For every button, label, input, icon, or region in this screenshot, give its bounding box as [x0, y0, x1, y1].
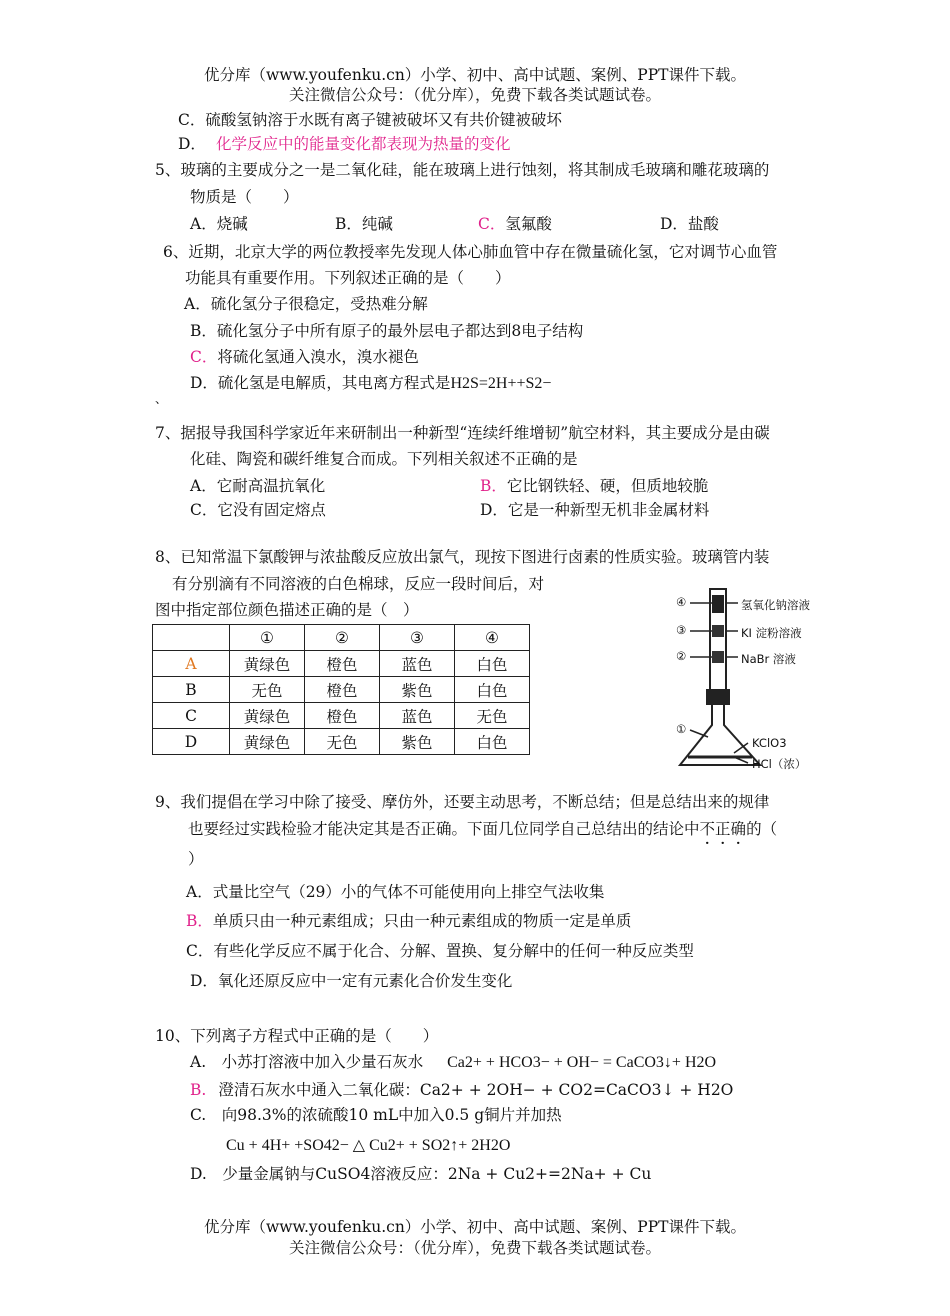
- table-cell: 橙色: [305, 703, 380, 729]
- table-header-cell: ①: [230, 625, 305, 651]
- cotton-ball-4: [712, 595, 724, 613]
- cotton-ball-2: [712, 651, 724, 663]
- q6-stem-line-1: 6、近期，北京大学的两位教授率先发现人体心肺血管中存在微量硫化氢，它对调节心血管: [163, 243, 778, 261]
- table-cell: 无色: [455, 703, 530, 729]
- q7-stem-line-1: 7、据报导我国科学家近年来研制出一种新型“连续纤维增韧”航空材料，其主要成分是由碳: [155, 424, 770, 442]
- q9-option-c: C．有些化学反应不属于化合、分解、置换、复分解中的任何一种反应类型: [186, 942, 694, 960]
- stray-mark: 、: [155, 392, 168, 406]
- q9-option-b: B．单质只由一种元素组成；只由一种元素组成的物质一定是单质: [186, 912, 632, 930]
- q7-option-b: B．它比钢铁轻、硬，但质地较脆: [480, 477, 709, 495]
- q5-option-c: C．氢氟酸: [478, 215, 552, 233]
- label-num-1: ①: [676, 722, 687, 736]
- footer-line-1: 优分库（www.youfenku.cn）小学、初中、高中试题、案例、PPT课件下载。: [203, 1218, 747, 1236]
- stopper: [706, 689, 730, 705]
- table-row: [153, 703, 530, 729]
- cotton-ball-3: [712, 625, 724, 637]
- q8-answer-table: [152, 624, 530, 755]
- q8-stem-line-3: 图中指定部位颜色描述正确的是（ ）: [155, 601, 419, 619]
- emphasis-char: 不: [699, 820, 716, 838]
- q5-option-d: D．盐酸: [660, 215, 719, 233]
- q9-stem-line-2: 也要经过实践检验才能决定其是否正确。下面几位同学自己总结出的结论中不正确的（: [188, 820, 778, 838]
- q10-option-c-equation: Cu + 4H+ +SO42− △ Cu2+ + SO2↑+ 2H2O: [226, 1137, 511, 1154]
- table-row-label: D: [153, 729, 230, 755]
- q5-stem-line-2: 物质是（ ）: [190, 188, 299, 206]
- q9-stem-line-1: 9、我们提倡在学习中除了接受、摩仿外，还要主动思考，不断总结；但是总结出来的规律: [155, 793, 770, 811]
- table-header-row: [153, 625, 530, 651]
- apparatus-figure: [630, 585, 870, 775]
- q10-option-d: D. 少量金属钠与CuSO4溶液反应：2Na + Cu2+=2Na+ + Cu: [190, 1165, 652, 1183]
- q9-option-a: A．式量比空气（29）小的气体不可能使用向上排空气法收集: [186, 883, 605, 901]
- table-cell: 白色: [455, 677, 530, 703]
- table-cell: 蓝色: [380, 651, 455, 677]
- emphasis-char: 正: [715, 820, 731, 838]
- label-kclo3: KClO3: [752, 736, 787, 750]
- label-num-2: ②: [676, 649, 687, 663]
- footer-line-2: 关注微信公众号：（优分库），免费下载各类试题试卷。: [288, 1239, 661, 1257]
- q10-option-c: C. 向98.3%的浓硫酸10 mL中加入0.5 g铜片并加热: [190, 1106, 562, 1124]
- q6-equation: H2S=2H++S2−: [450, 375, 552, 392]
- q6-option-d: D．硫化氢是电解质，其电离方程式是H2S=2H++S2−: [190, 374, 552, 392]
- table-cell: 黄绿色: [230, 703, 305, 729]
- q7-option-d: D．它是一种新型无机非金属材料: [480, 501, 710, 519]
- q6-option-c: C．将硫化氢通入溴水，溴水褪色: [190, 348, 419, 366]
- table-cell: 黄绿色: [230, 729, 305, 755]
- q7-stem-line-2: 化硅、陶瓷和碳纤维复合而成。下列相关叙述不正确的是: [190, 450, 578, 468]
- header-line-2: 关注微信公众号：（优分库），免费下载各类试题试卷。: [288, 86, 661, 104]
- table-header-cell: ③: [380, 625, 455, 651]
- q8-stem-line-2: 有分别滴有不同溶液的白色棉球，反应一段时间后，对: [172, 575, 545, 593]
- table-cell: 紫色: [380, 729, 455, 755]
- table-row-label: A: [153, 651, 230, 677]
- q5-option-a: A．烧碱: [190, 215, 248, 233]
- label-hcl-conc: HCl（浓）: [752, 757, 807, 771]
- table-cell: 黄绿色: [230, 651, 305, 677]
- table-cell: 橙色: [305, 651, 380, 677]
- q6-option-a: A．硫化氢分子很稳定，受热难分解: [184, 295, 428, 313]
- table-row: [153, 729, 530, 755]
- label-naoh-solution: 氢氧化钠溶液: [741, 598, 810, 612]
- header-line-1: 优分库（www.youfenku.cn）小学、初中、高中试题、案例、PPT课件下载。: [203, 66, 747, 84]
- q5-option-b: B．纯碱: [335, 215, 393, 233]
- table-row-label: B: [153, 677, 230, 703]
- emphasis-char: 确: [730, 820, 747, 838]
- table-cell: 紫色: [380, 677, 455, 703]
- q9-option-d: D．氧化还原反应中一定有元素化合价发生变化: [190, 972, 513, 990]
- table-row: [153, 651, 530, 677]
- prev-option-c: C．硫酸氢钠溶于水既有离子键被破坏又有共价键被破坏: [178, 111, 562, 129]
- q5-stem-line-1: 5、玻璃的主要成分之一是二氧化硅，能在玻璃上进行蚀刻，将其制成毛玻璃和雕花玻璃的: [155, 161, 770, 179]
- q10-option-b: B. 澄清石灰水中通入二氧化碳：Ca2+ + 2OH− + CO2=CaCO3↓ + H2O: [190, 1081, 734, 1099]
- q8-stem-line-1: 8、已知常温下氯酸钾与浓盐酸反应放出氯气，现按下图进行卤素的性质实验。玻璃管内装: [155, 548, 770, 566]
- table-header-cell: ④: [455, 625, 530, 651]
- table-header-cell: [153, 625, 230, 651]
- q9-stem-line-3: ）: [188, 850, 204, 868]
- table-cell: 无色: [230, 677, 305, 703]
- q6-stem-line-2: 功能具有重要作用。下列叙述正确的是（ ）: [185, 269, 511, 287]
- q7-option-a: A．它耐高温抗氧化: [190, 477, 326, 495]
- table-cell: 白色: [455, 651, 530, 677]
- q10-option-a-equation: Ca2+ + HCO3− + OH− = CaCO3↓+ H2O: [447, 1054, 717, 1071]
- table-cell: 橙色: [305, 677, 380, 703]
- q10-stem: 10、下列离子方程式中正确的是（ ）: [155, 1027, 439, 1045]
- q10-option-a: A. 小苏打溶液中加入少量石灰水 Ca2+ + HCO3− + OH− = CaCO3↓+ H2O: [190, 1053, 717, 1071]
- q7-option-c: C．它没有固定熔点: [190, 501, 326, 519]
- label-num-4: ④: [676, 595, 687, 609]
- label-ki-starch-solution: KI 淀粉溶液: [741, 626, 802, 640]
- label-nabr-solution: NaBr 溶液: [741, 652, 796, 666]
- table-row: [153, 677, 530, 703]
- table-cell: 白色: [455, 729, 530, 755]
- q6-option-b: B．硫化氢分子中所有原子的最外层电子都达到8电子结构: [190, 322, 584, 340]
- table-header-cell: ②: [305, 625, 380, 651]
- table-cell: 无色: [305, 729, 380, 755]
- label-num-3: ③: [676, 623, 687, 637]
- table-cell: 蓝色: [380, 703, 455, 729]
- prev-option-d: D． 化学反应中的能量变化都表现为热量的变化: [178, 135, 511, 153]
- table-row-label: C: [153, 703, 230, 729]
